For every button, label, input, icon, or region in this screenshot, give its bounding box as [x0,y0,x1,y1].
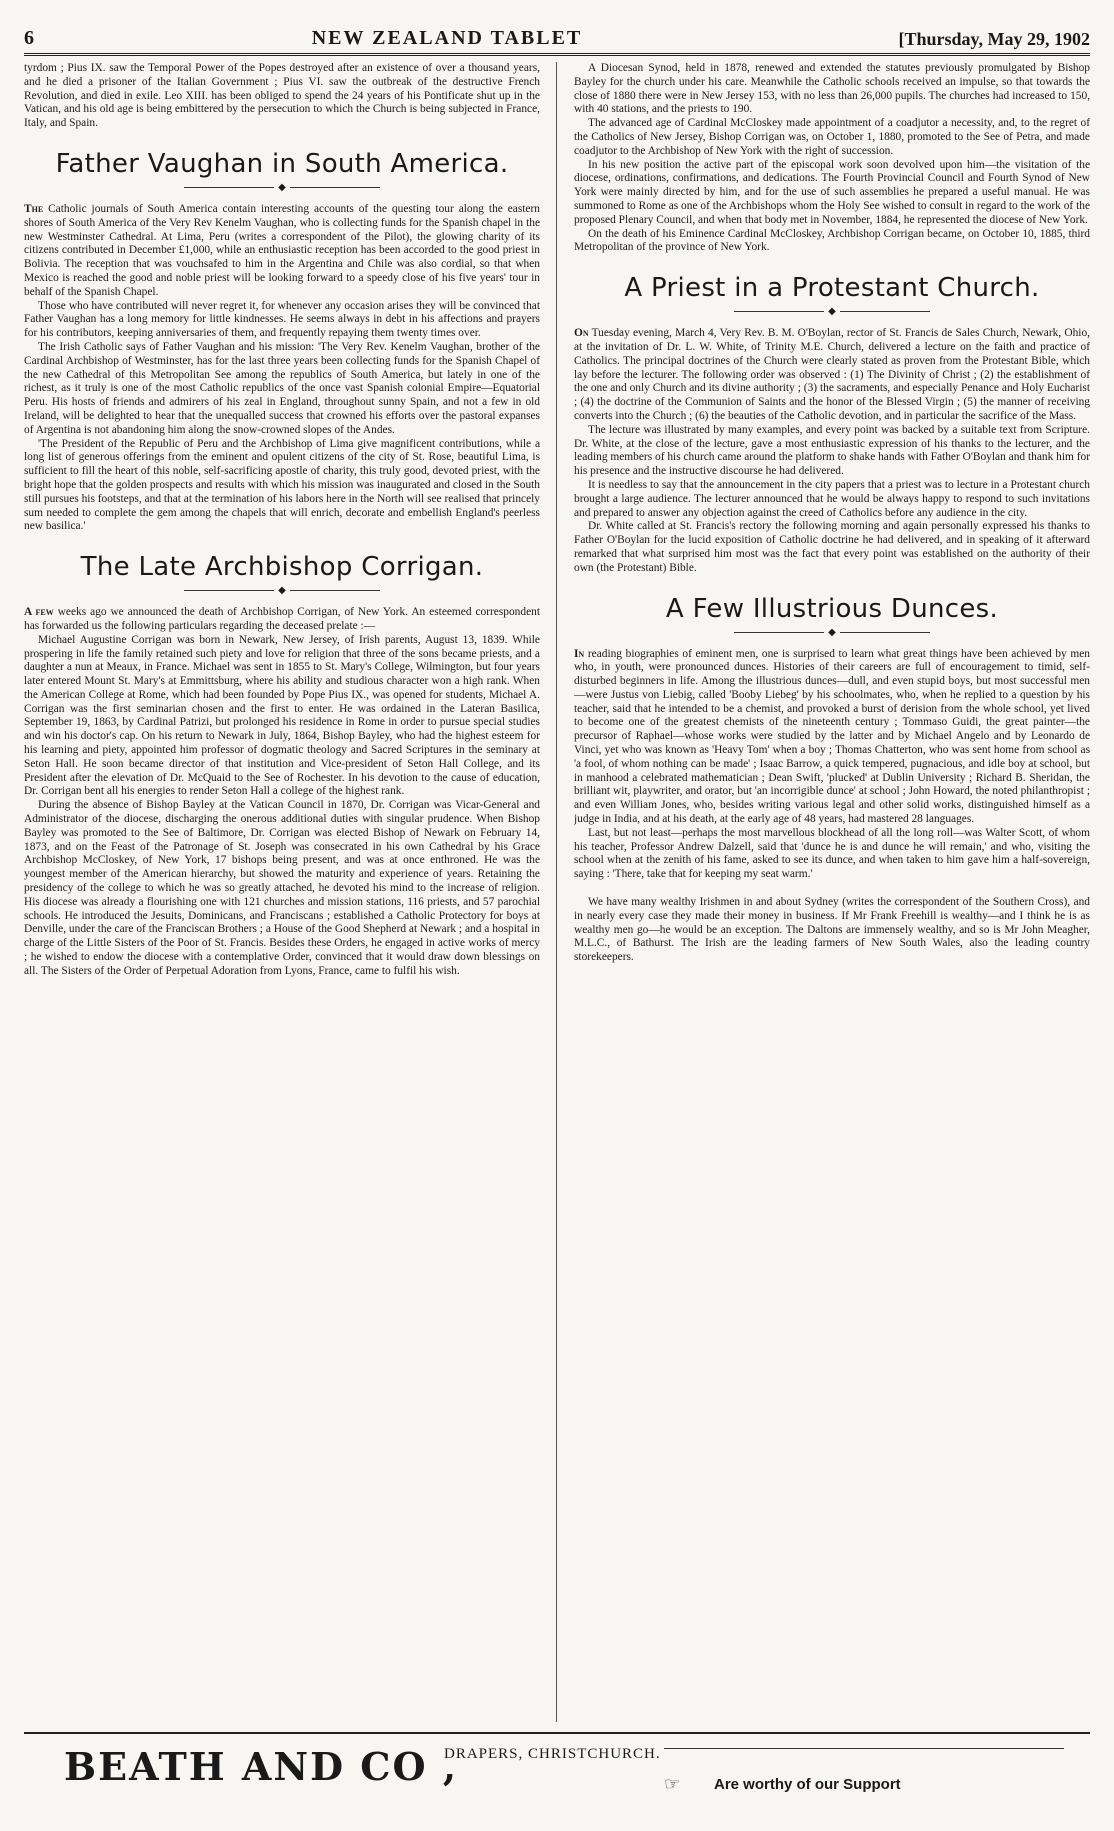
synod-paragraph-3: In his new position the active part of the episcopal work soon devolved upon him—the visitation of the diocese, ordinations, confirmations, and dedications. The Fourth Provincial Council and Fourth Synod of New York were mainly directed by him, and for the use of such assemblies he prepared a useful manual. He was summoned to Rome as one of the Archbishops whom the Holy See wished to consult in regard to the work of the proposed Plenary Council, and when that body met in November, 1884, he represented the diocese of New York. [574,158,1090,226]
right-column [574,62,1090,1712]
ornament-divider: ◆ [574,307,1090,317]
drop-word: A few [24,606,54,619]
corrigan-paragraph-1 [24,606,540,634]
corrigan-headline: The Late Archbishop Corrigan. [80,552,484,583]
left-column [24,62,540,1712]
issue-date: [Thursday, May 29, 1902 [898,29,1090,49]
vaughan-paragraph-2: Those who have contributed will never regret it, for whenever any occasion arises they will be convinced that Father Vaughan has a long memory for little kindnesses. He seems always in debt in his affections and prayers for his contributors, keeping anniversaries of them, and frequently repaying them twenty times over. [24,299,540,340]
priest-text-1: Tuesday evening, March 4, Very Rev. B. M. O'Boylan, rector of St. Francis de Sales Church, Newark, Ohio, at the invitation of Dr. L. W. White, of Trinity M.E. Church, delivered a lecture on the faith and practice of Catholics. The principal doctrines of the Church were clearly stated as proven from the Protestant Bible, which lay before the lecturer. The following order was observed : (1) The Divinity of Christ ; (2) the establishment of the one and only Church and its divine authority ; (3) the sacraments, and especially Penance and Holy Eucharist ; (4) the doctrine of the Communion of Saints and the honor of the Blessed Virgin ; (5) the manner of receiving converts into the Church ; (6) the beauties of the Catholic devotion, and in particular the sacrifice of the Mass. [574,327,1090,422]
corrigan-paragraph-2: Michael Augustine Corrigan was born in Newark, New Jersey, of Irish parents, August 13, 1839. While prospering in life the family retained such piety and love for religion that three of the sons became priests, and a daughter a nun at Meaux, in France. Michael was sent in 1855 to St. Mary's College, Wilmington, but four years later entered Mount St. Mary's at Emmittsburg, where his ability and studious character won a high rank. When the American College at Rome, which had been founded by Pope Pius IX., was opened for students, Michael A. Corrigan was the first seminarian chosen and the first to enter. He was ordained in the Lateran Basilica, September 19, 1863, by Cardinal Patrizi, but prolonged his residence in Rome in order to pursue special studies and win his doctor's cap. On his return to Newark in July, 1864, Bishop Bayley, who had the highest esteem for his learning and piety, appointed him professor of dogmatic theology and Sacred Scriptures in the seminary at Seton Hall. He soon became director of that institution and Vice-president of Seton Hall College, and its President after the elevation of Dr. McQuaid to the See of Rochester. In his devotion to the cause of education, Dr. Corrigan bent all his energies to render Seton Hall a college of the highest rank. [24,633,540,798]
drop-word: The [24,202,44,215]
dunces-headline: A Few Illustrious Dunces. [665,593,999,624]
paper-title: NEW ZEALAND TABLET [311,27,583,49]
advertisement-footer [24,1732,1090,1804]
corrigan-text-1: weeks ago we announced the death of Archbishop Corrigan, of New York. An esteemed correspondent has forwarded us the following particulars regarding the deceased prelate :— [24,606,540,632]
synod-paragraph-2: The advanced age of Cardinal McCloskey made appointment of a coadjutor a necessity, and, to the regret of the Catholics of New Jersey, Bishop Corrigan was, on October 1, 1880, promoted to the See of Petra, and made coadjutor to the Archbishop of New York with the right of succession. [574,117,1090,157]
synod-paragraph-4: On the death of his Eminence Cardinal McCloskey, Archbishop Corrigan became, on October 10, 1885, third Metropolitan of the province of New York. [574,227,1090,254]
slogan: Are worthy of our Support [714,1776,901,1793]
sydney-paragraph: We have many wealthy Irishmen in and about Sydney (writes the correspondent of the Southern Cross), and in nearly every case they made their money in business. If Mr Frank Freehill is wealthy—and I think he is as wealthy men go—he would be an exception. The Daltons are immensely wealthy, and so is Mr John Meagher, M.L.C., of Bathurst. The Irish are the leading farmers of New South Wales, also the leading country storekeepers. [574,896,1090,964]
footer-rule [664,1748,1064,1749]
drop-word: In [574,647,585,660]
vaughan-paragraph-4: 'The President of the Republic of Peru and the Archbishop of Lima give magnificent contributions, while a long list of generous offerings from the eminent and opulent citizens of the city of St. Rose, beautiful Lima, is sufficient to fill the heart of this noble, self-sacrificing apostle of charity, this truly good, devoted priest, with the bright hope that the golden prospects and results with which his mission was inaugurated and closed in the South still pursues his footsteps, and that at the termination of his labors here in the North will see realised that princely sum needed to complete the gem among the chapels that will enrich, decorate and embellish England's peerless new basilica.' [24,437,540,533]
brand-name: BEATH AND CO , [64,1744,459,1789]
priest-paragraph-1 [574,327,1090,424]
dunces-text-1: reading biographies of eminent men, one is surprised to learn what great things have been achieved by men who, in youth, were pronounced dunces. Histories of their careers are full of encouragement to timid, self-disturbed beginners in life. Among the illustrious dunces—dull, and even stupid boys, but most successful men—were Justus von Liebig, called 'Booby Liebeg' by his schoolmates, who, when he replied to a question by his teacher, said that he intended to be a chemist, and provoked a burst of derision from the whole school, yet lived to become one of the greatest chemists of the nineteenth century ; Tommaso Guidi, the great painter—the precursor of Raphael—whose works were studied by the latter and by Michael Angelo and by Leonardo de Vinci, yet who was known as 'Heavy Tom' when a boy ; Thomas Chatterton, who was sent home from school as 'a fool, of whom nothing can be made' ; Isaac Barrow, a quick tempered, pugnacious, and idle boy at school, but in manhood a celebrated mathematician ; Dean Swift, 'plucked' at Dublin University ; Richard B. Sheridan, the brilliant wit, playwriter, and orator, but 'an incorrigible dunce' at school ; John Howard, the noted philanthropist ; and even William Jones, who, besides writing various legal and other solid works, distinguished himself as a judge in India, and at his death, at the early age of 48 years, had mastered 28 languages. [574,647,1090,826]
synod-paragraph-1: A Diocesan Synod, held in 1878, renewed and extended the statutes previously promulgated by Bishop Bayley for the church under his care. Meanwhile the Catholic schools received an impulse, so that towards the close of 1880 there were in New Jersey 153, with no less than 26,000 pupils. The churches had increased to 150, with 40 stations, and the priests to 190. [574,62,1090,116]
dunces-paragraph-1 [574,648,1090,827]
ornament-divider: ◆ [24,183,540,193]
priest-paragraph-3: It is needless to say that the announcement in the city papers that a priest was to lecture in a Protestant church brought a large audience. The lecturer announced that he would be always happy to respond to such invitations and prepared to answer any objection against the creed of Catholics before any audience in the city. [574,478,1090,519]
dunces-paragraph-2: Last, but not least—perhaps the most marvellous blockhead of all the long roll—was Walter Scott, of whom his teacher, Professor Andrew Dalzell, said that 'dunce he is and dunce he will remain,' and who, visiting the school when at the zenith of his fame, asked to see its dunce, and when taken to him gave him a half-sovereign, saying : 'There, take that for keeping my seat warm.' [574,826,1090,881]
intro-paragraph: tyrdom ; Pius IX. saw the Temporal Power of the Popes destroyed after an existence of over a thousand years, and he died a prisoner of the Italian Government ; Pius VI. saw the outbreak of the destructive French Revolution, and died in exile. Leo XIII. has been obliged to spend the 24 years of his Pontificate shut up in the Vatican, and his old age is being embittered by the persecution to which the Church is being subjected in France, Italy, and Spain. [24,62,540,130]
vaughan-headline: Father Vaughan in South America. [55,148,509,179]
priest-paragraph-4: Dr. White called at St. Francis's rectory the following morning and again personally expressed his thanks to Father O'Boylan for the lucid exposition of Catholic doctrine he had delivered, and in speaking of it afterward remarked that what surprised him most was the fact that every point was established on the authority of their own (the Protestant) Bible. [574,520,1090,574]
vaughan-text-1: Catholic journals of South America contain interesting accounts of the questing tour along the eastern shores of South America of the Very Rev Kenelm Vaughan, who is collecting funds for the Spanish chapel in the new Westminster Cathedral. At Lima, Peru (writes a correspondent of the Pilot), the glowing charity of its citizens contributed in December £1,000, while an enthusiastic reception has been accorded to the good priest in Bolivia. The reception that was vouchsafed to him in the Argentina and Chile was also cordial, so that when Mexico is reached the good and noble priest will be looking forward to a speedy close of his five years' tour in behalf of the Spanish Chapel. [24,202,540,298]
ornament-divider: ◆ [574,628,1090,638]
columns [24,62,1090,1712]
newspaper-page [24,14,1090,1822]
vaughan-paragraph-1 [24,203,540,300]
spacer [574,882,1090,896]
page-header [24,14,1090,56]
pointing-hand-icon: ☞ [664,1774,681,1794]
priest-paragraph-2: The lecture was illustrated by many examples, and every point was backed by a suitable text from Scripture. Dr. White, at the close of the lecture, gave a most enthusiastic expression of his thanks to the lecturer, and the leading members of his church came around the platform to shake hands with Father O'Boylan and thank him for his presence and the instructive discourse he had delivered. [574,423,1090,478]
page-number: 6 [24,27,34,49]
priest-headline: A Priest in a Protestant Church. [624,273,1040,304]
ornament-divider: ◆ [24,586,540,596]
corrigan-paragraph-3: During the absence of Bishop Bayley at the Vatican Council in 1870, Dr. Corrigan was Vicar-General and Administrator of the diocese, discharging the onerous additional duties with singular prudence. When Bishop Bayley was promoted to the See of Baltimore, Dr. Corrigan was elected Bishop of Newark on February 14, 1873, and on the Feast of the Patronage of St. Joseph was consecrated in his own Cathedral by his Grace Archbishop McCloskey, of New York, 17 bishops being present, and was at once enthroned. He was the youngest member of the American hierarchy, but showed the maturity and experience of years. Retaining the presidency of the college to which he was so greatly attached, he devoted his mind to the increase of religion. His diocese was already a flourishing one with 121 churches and mission stations, 116 priests, and 57 parochial schools. He introduced the Jesuits, Dominicans, and Franciscans ; established a Catholic Protectory for boys at Denville, under the care of the Franciscan Brothers ; a House of the Good Shepherd at Newark ; and a hospital in charge of the Little Sisters of the Poor of St. Francis. Besides these Orders, he engaged in active works of mercy ; he wished to endow the diocese with a contemplative Order, convinced that it would draw down blessings on all. The Sisters of the Order of Perpetual Adoration from Lyons, France, came to fulfil his wish. [24,799,540,977]
drop-word: On [574,327,589,340]
drapers-label: DRAPERS, CHRISTCHURCH. [444,1746,661,1762]
vaughan-paragraph-3: The Irish Catholic says of Father Vaughan and his mission: 'The Very Rev. Kenelm Vaughan, brother of the Cardinal Archbishop of Westminster, has for the last three years been collecting funds for the Spanish Chapel of the new Cathedral of this Metropolitan See among the republics of South America, but lately in one of the richest, as it truly is one of the most Catholic republics of the once vast Spanish colonial Empire—Equatorial Peru. His hosts of friends and admirers of his zeal in England, throughout sunny Spain, and not a few in old Ireland, will be delighted to hear that the unequalled success that crowned his efforts over the pastoral expanses of Argentina is not abandoning him along the snow-crowned slopes of the Andes. [24,340,540,436]
